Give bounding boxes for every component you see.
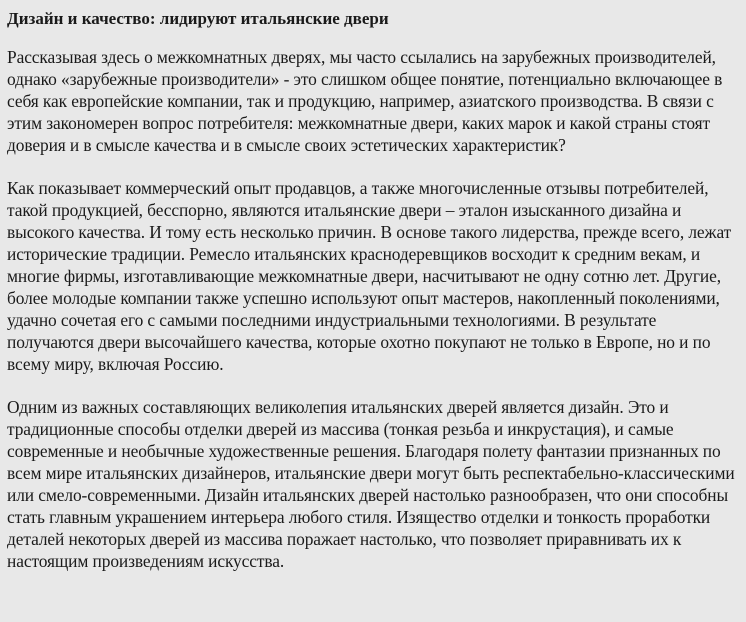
article <box>7 8 740 572</box>
article-paragraph-2: Как показывает коммерческий опыт продавцов, а также многочисленные отзывы потребителей, такой продукцией, бесспорно, являются итальянские двери – эталон изысканного дизайна и высокого качества. И тому есть несколько причин. В основе такого лидерства, прежде всего, лежат исторические традиции. Ремесло итальянских краснодеревщиков восходит к средним векам, и многие фирмы, изготавливающие межкомнатные двери, насчитывают не одну сотню лет. Другие, более молодые компании также успешно используют опыт мастеров, накопленный поколениями, удачно сочетая его с самыми последними индустриальными технологиями. В результате получаются двери высочайшего качества, которые охотно покупают не только в Европе, но и по всему миру, включая Россию. <box>7 178 732 374</box>
article-title: Дизайн и качество: лидируют итальянские двери <box>7 9 389 28</box>
article-paragraph-3: Одним из важных составляющих великолепия итальянских дверей является дизайн. Это и традиционные способы отделки дверей из массива (тонкая резьба и инкрустация), и самые современные и необычные художественные решения. Благодаря полету фантазии признанных по всем мире итальянских дизайнеров, итальянские двери могут быть респектабельно-классическими или смело-современными. Дизайн итальянских дверей настолько разнообразен, что они способны стать главным украшением интерьера любого стиля. Изящество отделки и тонкость проработки деталей некоторых дверей из массива поражает настолько, что позволяет приравнивать их к настоящим произведениям искусства. <box>7 397 735 571</box>
article-paragraph-1: Рассказывая здесь о межкомнатных дверях, мы часто ссылались на зарубежных производителей, однако «зарубежные производители» - это слишком общее понятие, потенциально включающее в себя как европейские компании, так и продукцию, например, азиатского производства. В связи с этим закономерен вопрос потребителя: межкомнатные двери, каких марок и какой страны стоят доверия и в смысле качества и в смысле своих эстетических характеристик? <box>7 47 723 155</box>
